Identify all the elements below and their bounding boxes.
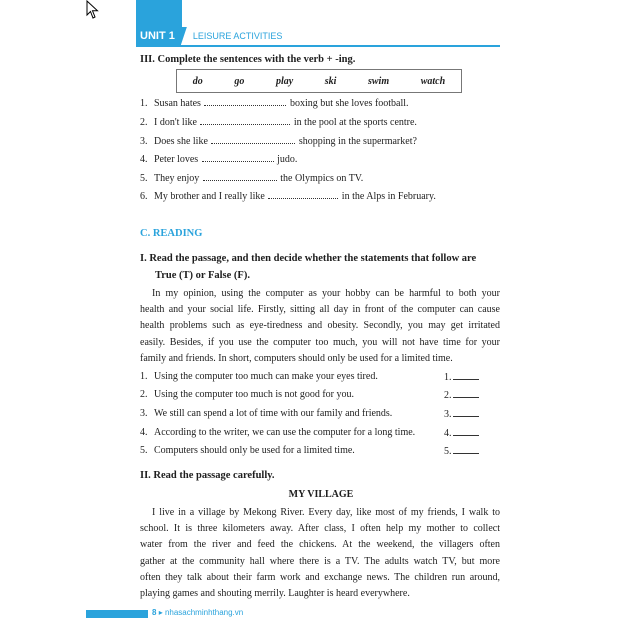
footer	[152, 608, 243, 617]
reading-part1-heading-line2: True (T) or False (F).	[155, 270, 250, 281]
reading-passage-2: I live in a village by Mekong River. Every day, like most of my friends, I walk to school. It is three kilometers away. After class, I often help my mother to collect water from the river and feed the chickens. At the weekend, the villagers often gather at the community hall where there is a TV. The adults watch TV, but more often they talk about their farm work and exchange news. The children run around, playing games and shouting merrily. Laughter is heard everywhere.	[140, 507, 500, 600]
answer-2: 2.	[444, 389, 479, 401]
footer-site: nhasachminhthang.vn	[164, 608, 244, 617]
word-box	[176, 69, 462, 93]
reading-passage-1: In my opinion, using the computer as your hobby can be harmful to both your health and your social life. Firstly, sitting all day in front of the computer can cause health problems such as eye-tiredness and obesity. Secondly, you may get irritated easily. Besides, if you use the computer too much, you will not have time for your family and friends. In short, computers should only be used for a limited time.	[140, 288, 500, 364]
fill-blank[interactable]	[202, 153, 274, 162]
statement-5: 5. Computers should only be used for a limited time.	[140, 445, 355, 456]
section-title-reading: C. READING	[140, 228, 203, 239]
word-go: go	[234, 75, 245, 87]
fill-blank[interactable]	[211, 135, 295, 144]
word-ski: ski	[324, 75, 337, 87]
play-icon: ▸	[158, 608, 163, 617]
reading-part1-heading-line1: I. Read the passage, and then decide whether the statements that follow are	[140, 253, 477, 264]
fill-blank[interactable]	[200, 116, 290, 125]
exercise3-item-2: 2. I don't like in the pool at the sports centre.	[140, 117, 417, 128]
footer-bar	[86, 610, 148, 618]
exercise3-heading: III. Complete the sentences with the verb + -ing.	[140, 54, 356, 65]
statement-2: 2. Using the computer too much is not good for you.	[140, 389, 354, 400]
exercise3-item-6: 6. My brother and I really like in the Alps in February.	[140, 191, 436, 202]
statement-1: 1. Using the computer too much can make your eyes tired.	[140, 371, 378, 382]
unit-title: LEISURE ACTIVITIES	[192, 31, 283, 41]
statement-3: 3. We still can spend a lot of time with our family and friends.	[140, 408, 393, 419]
answer-blank[interactable]	[453, 408, 479, 417]
fill-blank[interactable]	[203, 172, 277, 181]
exercise3-item-4: 4. Peter loves judo.	[140, 154, 298, 165]
unit-banner-top	[136, 0, 182, 27]
answer-5: 5.	[444, 445, 479, 457]
answer-4: 4.	[444, 427, 479, 439]
statement-4: 4. According to the writer, we can use the computer for a long time.	[140, 427, 416, 438]
answer-blank[interactable]	[453, 427, 479, 436]
answer-1: 1.	[444, 371, 479, 383]
unit-underline	[136, 45, 500, 47]
unit-label: UNIT 1	[136, 27, 181, 45]
answer-blank[interactable]	[453, 371, 479, 380]
page-number: 8	[152, 608, 157, 617]
answer-blank[interactable]	[453, 389, 479, 398]
answer-3: 3.	[444, 408, 479, 420]
word-play: play	[275, 75, 294, 87]
reading-part2-heading: II. Read the passage carefully.	[140, 470, 275, 481]
exercise3-item-1: 1. Susan hates boxing but she loves football.	[140, 98, 409, 109]
exercise3-item-5: 5. They enjoy the Olympics on TV.	[140, 173, 364, 184]
exercise3-item-3: 3. Does she like shopping in the supermarket?	[140, 136, 417, 147]
fill-blank[interactable]	[268, 190, 338, 199]
passage-title: MY VILLAGE	[288, 489, 354, 500]
mouse-cursor-icon	[86, 0, 102, 20]
answer-blank[interactable]	[453, 445, 479, 454]
unit-header	[136, 27, 282, 45]
word-watch: watch	[420, 75, 446, 87]
word-swim: swim	[367, 75, 390, 87]
word-do: do	[192, 75, 203, 87]
fill-blank[interactable]	[204, 97, 286, 106]
